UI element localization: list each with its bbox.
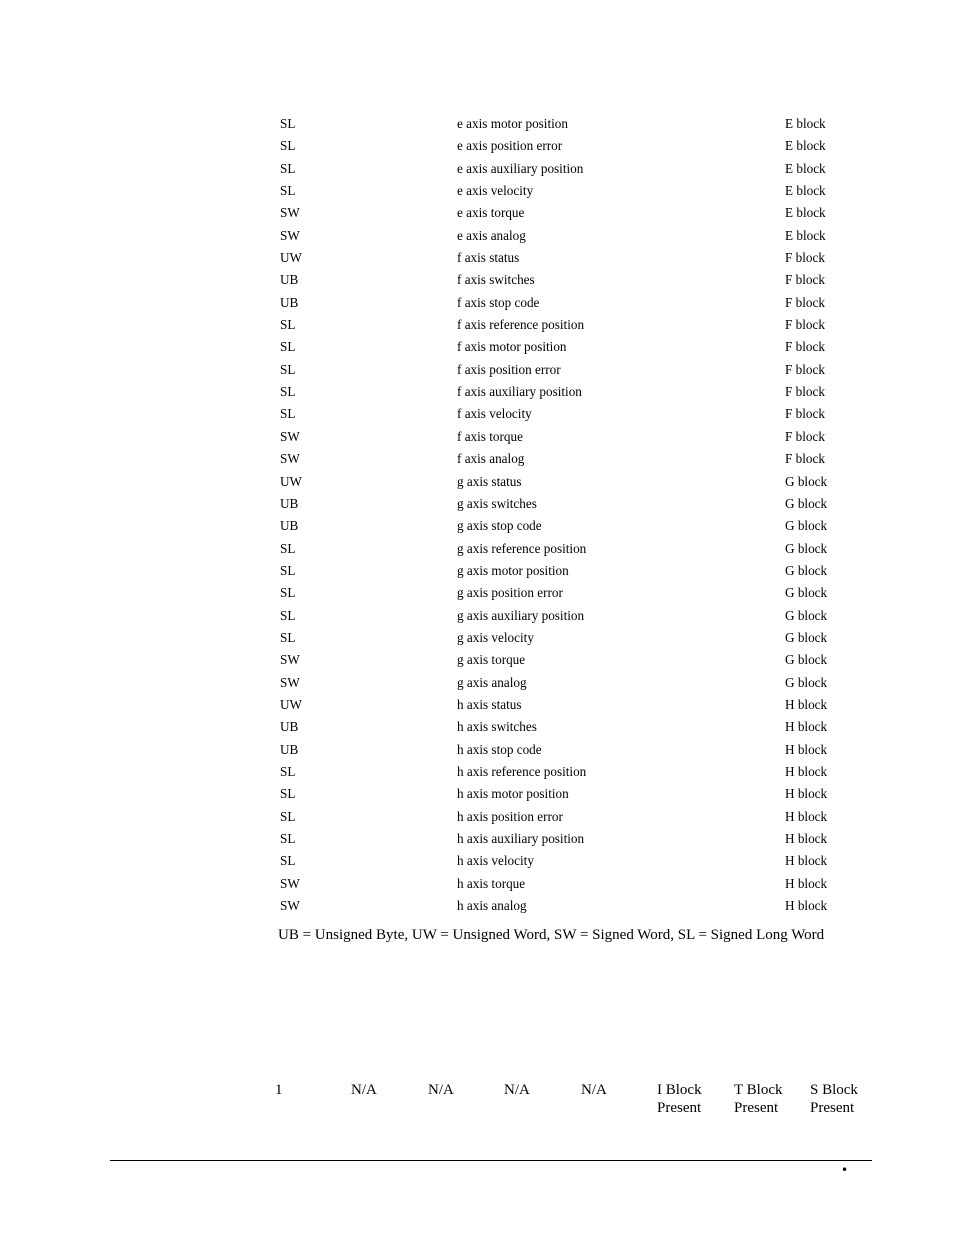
data-type-cell: UB — [280, 294, 299, 310]
table-row — [0, 493, 954, 515]
table-row — [0, 381, 954, 403]
data-type-cell: SL — [280, 808, 296, 824]
table-row — [0, 694, 954, 716]
item-description-cell: e axis auxiliary position — [457, 160, 584, 176]
block-cell: G block — [785, 585, 828, 601]
block-cell: F block — [785, 317, 825, 333]
block-cell: G block — [785, 652, 828, 668]
footer-rule — [110, 1160, 872, 1161]
data-type-cell: SW — [280, 674, 300, 690]
bits-cell-5: I Block Present — [657, 1082, 702, 1116]
block-cell: H block — [785, 808, 828, 824]
item-description-cell: e axis analog — [457, 227, 526, 243]
item-description-cell: e axis motor position — [457, 116, 568, 131]
block-cell: H block — [785, 898, 828, 914]
table-row — [0, 828, 954, 850]
item-description-cell: f axis stop code — [457, 294, 540, 310]
data-type-cell: SL — [280, 317, 296, 333]
block-cell: F block — [785, 451, 825, 467]
table-row — [0, 158, 954, 180]
item-description-cell: g axis torque — [457, 652, 526, 668]
block-cell: G block — [785, 473, 828, 489]
table-row — [0, 739, 954, 761]
data-type-cell: UB — [280, 741, 299, 757]
table-row — [0, 761, 954, 783]
data-type-cell: SL — [280, 763, 296, 779]
item-description-cell: g axis status — [457, 473, 522, 489]
block-cell: F block — [785, 406, 825, 422]
table-row — [0, 716, 954, 738]
type-legend: UB = Unsigned Byte, UW = Unsigned Word, SW = Signed Word, SL = Signed Long Word — [278, 927, 825, 943]
data-type-cell: SL — [280, 339, 296, 355]
block-cell: F block — [785, 250, 825, 266]
item-description-cell: f axis status — [457, 250, 520, 266]
table-row — [0, 180, 954, 202]
table-row — [0, 471, 954, 493]
item-description-cell: e axis torque — [457, 205, 525, 221]
table-row — [0, 359, 954, 381]
data-type-cell: UW — [280, 696, 302, 712]
table-row — [0, 850, 954, 872]
data-type-cell: SW — [280, 227, 300, 243]
data-type-cell: SL — [280, 629, 296, 645]
block-cell: G block — [785, 674, 828, 690]
item-description-cell: f axis torque — [457, 428, 523, 444]
item-description-cell: f axis reference position — [457, 317, 585, 333]
block-cell: H block — [785, 741, 828, 757]
block-cell: H block — [785, 719, 828, 735]
block-cell: G block — [785, 540, 828, 556]
bits-cell-7: S Block Present — [810, 1082, 858, 1116]
item-description-cell: h axis stop code — [457, 741, 542, 757]
table-row — [0, 873, 954, 895]
data-type-cell: SL — [280, 853, 296, 869]
table-row — [0, 314, 954, 336]
data-type-cell: SL — [280, 585, 296, 601]
table-row — [0, 225, 954, 247]
table-row — [0, 135, 954, 157]
bits-cell-1: N/A — [351, 1082, 377, 1098]
data-type-cell: SL — [280, 384, 296, 400]
data-record-table — [0, 113, 954, 917]
table-row — [0, 426, 954, 448]
block-cell: G block — [785, 607, 828, 623]
data-type-cell: UW — [280, 473, 302, 489]
item-description-cell: h axis position error — [457, 808, 563, 824]
block-cell: E block — [785, 205, 826, 221]
item-description-cell: h axis status — [457, 696, 522, 712]
table-row — [0, 806, 954, 828]
item-description-cell: f axis auxiliary position — [457, 384, 582, 400]
item-description-cell: h axis switches — [457, 719, 537, 735]
item-description-cell: g axis auxiliary position — [457, 607, 585, 623]
table-row — [0, 649, 954, 671]
table-row — [0, 113, 954, 135]
bits-cell-3: N/A — [504, 1082, 530, 1098]
item-description-cell: f axis velocity — [457, 406, 532, 422]
block-cell: F block — [785, 339, 825, 355]
block-cell: H block — [785, 831, 828, 846]
block-cell: F block — [785, 428, 825, 444]
data-type-cell: SL — [280, 607, 296, 623]
block-cell: G block — [785, 629, 828, 645]
data-type-cell: SW — [280, 451, 300, 467]
bits-cell-2: N/A — [428, 1082, 454, 1098]
data-type-cell: SL — [280, 786, 296, 802]
table-row — [0, 403, 954, 425]
block-cell: H block — [785, 763, 828, 779]
data-type-cell: UW — [280, 250, 302, 266]
data-type-cell: SW — [280, 875, 300, 891]
data-type-cell: UB — [280, 518, 299, 534]
data-type-cell: SL — [280, 160, 296, 176]
block-cell: G block — [785, 518, 828, 534]
table-row — [0, 247, 954, 269]
data-type-cell: SL — [280, 831, 296, 846]
table-row — [0, 538, 954, 560]
data-type-cell: SL — [280, 138, 296, 154]
block-cell: F block — [785, 361, 825, 377]
item-description-cell: g axis analog — [457, 674, 527, 690]
block-cell: F block — [785, 272, 825, 288]
data-type-cell: SW — [280, 898, 300, 914]
item-description-cell: g axis reference position — [457, 540, 587, 556]
item-description-cell: g axis position error — [457, 585, 563, 601]
bits-cell-4: N/A — [581, 1082, 607, 1098]
item-description-cell: g axis motor position — [457, 562, 569, 578]
data-type-cell: SW — [280, 205, 300, 221]
data-type-cell: SL — [280, 562, 296, 578]
item-description-cell: h axis auxiliary position — [457, 831, 585, 846]
item-description-cell: h axis velocity — [457, 853, 534, 869]
item-description-cell: h axis analog — [457, 898, 527, 914]
item-description-cell: e axis velocity — [457, 183, 534, 199]
block-cell: H block — [785, 786, 828, 802]
data-type-cell: SL — [280, 406, 296, 422]
item-description-cell: e axis position error — [457, 138, 563, 154]
data-type-cell: SL — [280, 183, 296, 199]
item-description-cell: h axis motor position — [457, 786, 569, 802]
table-row — [0, 605, 954, 627]
block-cell: G block — [785, 562, 828, 578]
data-type-cell: UB — [280, 272, 299, 288]
data-type-cell: SL — [280, 116, 296, 131]
item-description-cell: g axis velocity — [457, 629, 534, 645]
table-row — [0, 783, 954, 805]
data-type-cell: SL — [280, 361, 296, 377]
table-row — [0, 336, 954, 358]
block-cell: F block — [785, 384, 825, 400]
block-cell: F block — [785, 294, 825, 310]
item-description-cell: f axis motor position — [457, 339, 567, 355]
table-row — [0, 895, 954, 917]
item-description-cell: f axis analog — [457, 451, 525, 467]
block-cell: E block — [785, 183, 826, 199]
block-cell: H block — [785, 696, 828, 712]
block-cell: E block — [785, 227, 826, 243]
table-row — [0, 560, 954, 582]
item-description-cell: h axis torque — [457, 875, 526, 891]
table-row — [0, 672, 954, 694]
table-row — [0, 202, 954, 224]
block-cell: E block — [785, 116, 826, 131]
header-bits-row — [0, 1081, 954, 1121]
data-type-cell: UB — [280, 495, 299, 511]
item-description-cell: g axis switches — [457, 495, 537, 511]
block-cell: E block — [785, 138, 826, 154]
item-description-cell: h axis reference position — [457, 763, 587, 779]
block-cell: G block — [785, 495, 828, 511]
block-cell: E block — [785, 160, 826, 176]
table-row — [0, 627, 954, 649]
item-description-cell: f axis position error — [457, 361, 561, 377]
bits-cell-0: 1 — [275, 1082, 283, 1098]
block-cell: H block — [785, 853, 828, 869]
data-type-cell: SL — [280, 540, 296, 556]
table-row — [0, 292, 954, 314]
block-cell: H block — [785, 875, 828, 891]
item-description-cell: g axis stop code — [457, 518, 542, 534]
bits-cell-6: T Block Present — [734, 1082, 783, 1116]
data-type-cell: SW — [280, 428, 300, 444]
table-row — [0, 269, 954, 291]
item-description-cell: f axis switches — [457, 272, 535, 288]
table-row — [0, 448, 954, 470]
footer-bullet: • — [841, 1163, 849, 1177]
table-row — [0, 515, 954, 537]
data-type-cell: SW — [280, 652, 300, 668]
data-type-cell: UB — [280, 719, 299, 735]
table-row — [0, 582, 954, 604]
